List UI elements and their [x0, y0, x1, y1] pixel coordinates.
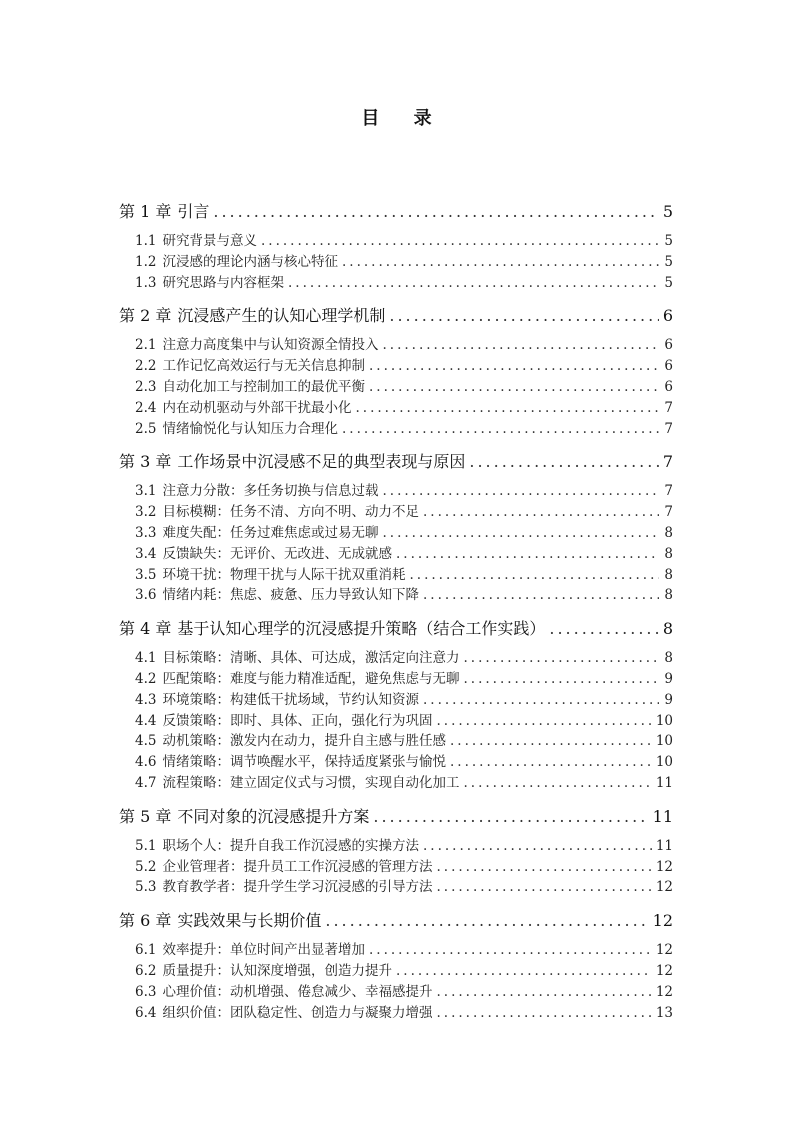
dot-leader: [436, 711, 651, 732]
dot-leader: [423, 585, 659, 606]
dot-leader: [389, 297, 658, 335]
dot-leader: [436, 1003, 651, 1024]
dot-leader: [342, 419, 659, 440]
entry-number: 5.2: [135, 858, 157, 875]
toc-chapter-entry[interactable]: [119, 297, 673, 335]
entry-title: 质量提升：认知深度增强，创造力提升: [162, 962, 392, 979]
dot-leader: [463, 773, 651, 794]
toc-section-entry[interactable]: [119, 877, 673, 898]
entry-title: 自动化加工与控制加工的最优平衡: [162, 378, 365, 395]
toc-section-entry[interactable]: [119, 544, 673, 565]
toc-section-entry[interactable]: [119, 335, 673, 356]
entry-page-number: 10: [655, 754, 673, 771]
toc-section-entry[interactable]: [119, 523, 673, 544]
dot-leader: [423, 836, 652, 857]
entry-title: 研究背景与意义: [162, 233, 257, 249]
dot-leader: [325, 902, 648, 940]
entry-page-number: 5: [664, 233, 673, 249]
entry-number: 4.3: [135, 691, 157, 708]
entry-number: 2.4: [135, 399, 157, 416]
entry-title: 沉浸感产生的认知心理学机制: [177, 306, 386, 326]
dot-leader: [423, 690, 659, 711]
dot-leader: [261, 231, 659, 252]
entry-page-number: 11: [655, 837, 673, 854]
toc-title: 目 录: [361, 108, 446, 129]
entry-number: 3.3: [135, 524, 157, 541]
entry-title: 沉浸感的理论内涵与核心特征: [162, 253, 338, 270]
entry-page-number: 8: [664, 566, 673, 583]
dot-leader: [369, 377, 659, 398]
entry-title: 实践效果与长期价值: [177, 911, 322, 931]
entry-title: 效率提升：单位时间产出显著增加: [162, 942, 365, 959]
entry-number: 4.4: [135, 712, 157, 729]
entry-page-number: 12: [655, 879, 673, 896]
entry-page-number: 11: [652, 806, 673, 826]
toc-section-entry[interactable]: [119, 669, 673, 690]
entry-number: 2.3: [135, 378, 157, 395]
dot-leader: [436, 857, 651, 878]
entry-page-number: 7: [664, 504, 673, 521]
toc-section-entry[interactable]: [119, 565, 673, 586]
dot-leader: [436, 982, 651, 1003]
entry-page-number: 7: [664, 420, 673, 437]
entry-title: 情绪愉悦化与认知压力合理化: [162, 420, 338, 437]
entry-number: 5.3: [135, 879, 157, 896]
entry-title: 职场个人：提升自我工作沉浸感的实操方法: [162, 837, 419, 854]
entry-number: 5.1: [135, 837, 157, 854]
entry-page-number: 8: [664, 650, 673, 667]
entry-number: 第 6 章: [119, 911, 172, 931]
entry-page-number: 5: [664, 253, 673, 270]
toc-section-entry[interactable]: [119, 377, 673, 398]
dot-leader: [396, 544, 659, 565]
entry-number: 3.4: [135, 545, 157, 562]
toc-chapter-entry[interactable]: [119, 193, 673, 231]
dot-leader: [382, 481, 659, 502]
entry-page-number: 12: [655, 858, 673, 875]
entry-title: 基于认知心理学的沉浸感提升策略（结合工作实践）: [177, 619, 546, 639]
entry-page-number: 9: [664, 691, 673, 708]
dot-leader: [355, 398, 659, 419]
entry-title: 注意力分散：多任务切换与信息过载: [162, 483, 379, 500]
entry-number: 3.6: [135, 587, 157, 604]
dot-leader: [423, 502, 659, 523]
dot-leader: [369, 940, 652, 961]
toc-section-entry[interactable]: [119, 273, 673, 294]
entry-title: 注意力高度集中与认知资源全情投入: [162, 337, 379, 354]
entry-title: 动机策略：激发内在动力，提升自主感与胜任感: [162, 733, 446, 750]
dot-leader: [469, 443, 658, 481]
dot-leader: [373, 798, 648, 836]
entry-page-number: 10: [655, 733, 673, 750]
toc-section-entry[interactable]: [119, 648, 673, 669]
toc-section-entry[interactable]: [119, 502, 673, 523]
toc-section-entry[interactable]: [119, 690, 673, 711]
entry-page-number: 6: [662, 306, 673, 326]
toc-section-entry[interactable]: [119, 419, 673, 440]
toc-section-entry[interactable]: [119, 711, 673, 732]
entry-number: 第 1 章: [119, 202, 172, 221]
entry-title: 反馈策略：即时、具体、正向，强化行为巩固: [162, 712, 433, 729]
entry-number: 6.4: [135, 1004, 157, 1021]
entry-title: 情绪内耗：焦虑、疲惫、压力导致认知下降: [162, 587, 419, 604]
entry-number: 4.2: [135, 670, 157, 687]
toc-section-entry[interactable]: [119, 731, 673, 752]
entry-page-number: 8: [664, 545, 673, 562]
toc-section-entry[interactable]: [119, 836, 673, 857]
entry-number: 3.1: [135, 483, 157, 500]
entry-number: 1.3: [135, 274, 157, 291]
table-of-contents: [119, 193, 673, 1023]
toc-section-entry[interactable]: [119, 231, 673, 252]
dot-leader: [450, 731, 652, 752]
entry-title: 研究思路与内容框架: [162, 274, 284, 291]
entry-title: 目标模糊：任务不清、方向不明、动力不足: [162, 504, 419, 521]
entry-title: 环境策略：构建低干扰场域，节约认知资源: [162, 691, 419, 708]
entry-number: 3.2: [135, 504, 157, 521]
entry-title: 教育教学者：提升学生学习沉浸感的引导方法: [162, 879, 433, 896]
toc-section-entry[interactable]: [119, 982, 673, 1003]
entry-page-number: 12: [655, 942, 673, 959]
entry-number: 4.6: [135, 754, 157, 771]
dot-leader: [382, 335, 659, 356]
entry-page-number: 6: [664, 358, 673, 375]
entry-page-number: 12: [655, 983, 673, 1000]
entry-title: 匹配策略：难度与能力精准适配，避免焦虑与无聊: [162, 670, 460, 687]
entry-title: 难度失配：任务过难焦虑或过易无聊: [162, 524, 379, 541]
entry-title: 心理价值：动机增强、倦怠减少、幸福感提升: [162, 983, 433, 1000]
entry-title: 工作场景中沉浸感不足的典型表现与原因: [177, 452, 466, 472]
entry-title: 反馈缺失：无评价、无改进、无成就感: [162, 545, 392, 562]
entry-title: 目标策略：清晰、具体、可达成，激活定向注意力: [162, 650, 460, 667]
entry-title: 流程策略：建立固定仪式与习惯，实现自动化加工: [162, 774, 460, 791]
toc-section-entry[interactable]: [119, 252, 673, 273]
entry-page-number: 7: [664, 399, 673, 416]
dot-leader: [369, 356, 659, 377]
entry-number: 2.2: [135, 358, 157, 375]
entry-page-number: 11: [655, 774, 673, 791]
entry-title: 情绪策略：调节唤醒水平，保持适度紧张与愉悦: [162, 754, 446, 771]
entry-title: 不同对象的沉浸感提升方案: [177, 806, 370, 826]
entry-number: 第 2 章: [119, 306, 172, 326]
entry-title: 环境干扰：物理干扰与人际干扰双重消耗: [162, 566, 406, 583]
entry-number: 6.3: [135, 983, 157, 1000]
toc-section-entry[interactable]: [119, 1003, 673, 1024]
entry-page-number: 12: [652, 911, 673, 931]
entry-number: 1.2: [135, 253, 157, 270]
dot-leader: [288, 273, 659, 294]
dot-leader: [436, 877, 651, 898]
entry-page-number: 9: [664, 670, 673, 687]
entry-number: 3.5: [135, 566, 157, 583]
entry-page-number: 8: [664, 524, 673, 541]
entry-page-number: 12: [655, 962, 673, 979]
entry-number: 第 5 章: [119, 806, 172, 826]
entry-page-number: 6: [664, 378, 673, 395]
entry-number: 第 4 章: [119, 619, 172, 639]
dot-leader: [463, 648, 659, 669]
toc-section-entry[interactable]: [119, 940, 673, 961]
entry-number: 6.2: [135, 962, 157, 979]
toc-chapter-entry[interactable]: [119, 610, 673, 648]
entry-page-number: 6: [664, 337, 673, 354]
toc-chapter-entry[interactable]: [119, 902, 673, 940]
dot-leader: [382, 523, 659, 544]
entry-title: 引言: [177, 202, 210, 221]
dot-leader: [463, 669, 659, 690]
toc-section-entry[interactable]: [119, 481, 673, 502]
toc-chapter-entry[interactable]: [119, 443, 673, 481]
dot-leader: [213, 193, 658, 231]
entry-number: 4.1: [135, 650, 157, 667]
entry-number: 1.1: [135, 233, 157, 249]
entry-number: 第 3 章: [119, 452, 172, 472]
entry-title: 组织价值：团队稳定性、创造力与凝聚力增强: [162, 1004, 433, 1021]
entry-title: 工作记忆高效运行与无关信息抑制: [162, 358, 365, 375]
entry-title: 内在动机驱动与外部干扰最小化: [162, 399, 352, 416]
entry-number: 2.1: [135, 337, 157, 354]
dot-leader: [342, 252, 659, 273]
entry-page-number: 5: [664, 274, 673, 291]
toc-section-entry[interactable]: [119, 961, 673, 982]
dot-leader: [450, 752, 652, 773]
entry-number: 4.7: [135, 774, 157, 791]
toc-section-entry[interactable]: [119, 857, 673, 878]
entry-page-number: 8: [662, 619, 673, 639]
toc-section-entry[interactable]: [119, 773, 673, 794]
entry-page-number: 7: [664, 483, 673, 500]
entry-title: 企业管理者：提升员工工作沉浸感的管理方法: [162, 858, 433, 875]
dot-leader: [549, 610, 658, 648]
entry-number: 6.1: [135, 942, 157, 959]
toc-section-entry[interactable]: [119, 585, 673, 606]
entry-page-number: 8: [664, 587, 673, 604]
entry-number: 2.5: [135, 420, 157, 437]
entry-page-number: 5: [662, 202, 673, 221]
toc-section-entry[interactable]: [119, 356, 673, 377]
dot-leader: [409, 565, 659, 586]
toc-section-entry[interactable]: [119, 398, 673, 419]
entry-page-number: 13: [655, 1004, 673, 1021]
toc-chapter-entry[interactable]: [119, 798, 673, 836]
entry-page-number: 7: [662, 452, 673, 472]
entry-number: 4.5: [135, 733, 157, 750]
entry-page-number: 10: [655, 712, 673, 729]
toc-section-entry[interactable]: [119, 752, 673, 773]
dot-leader: [396, 961, 652, 982]
